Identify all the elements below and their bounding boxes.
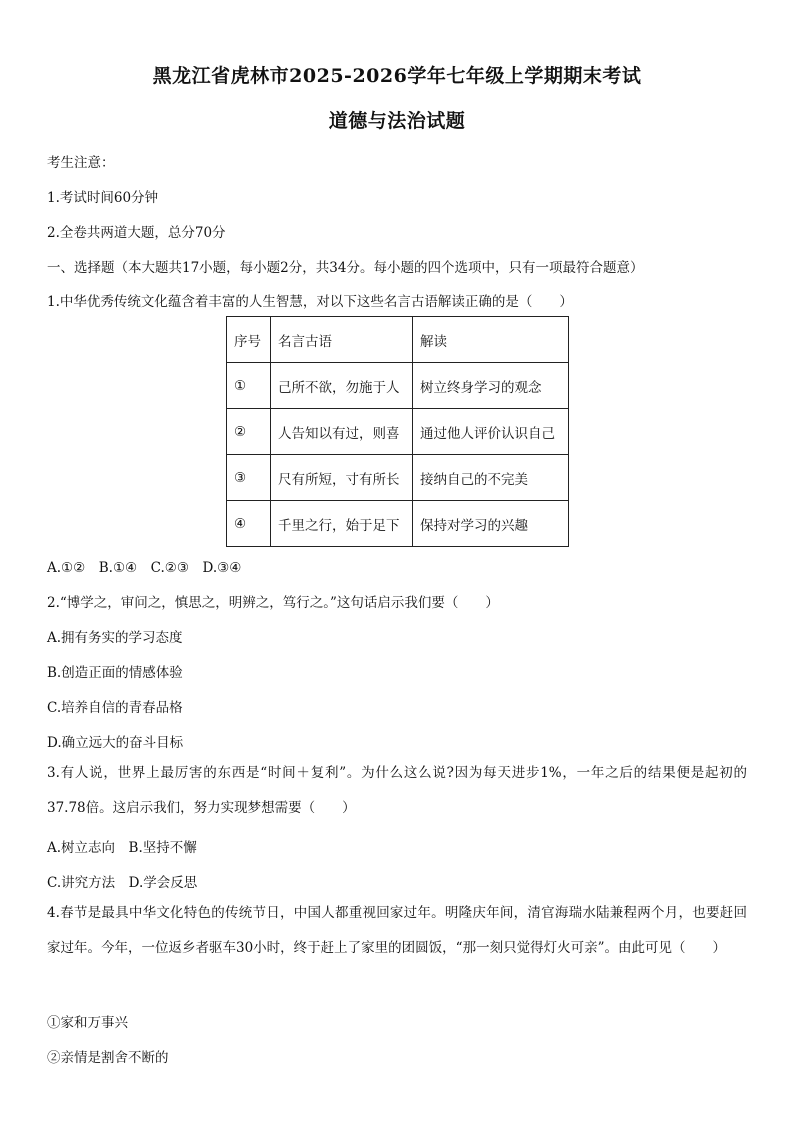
table-row bbox=[227, 501, 569, 547]
exam-title: 黑龙江省虎林市2025-2026学年七年级上学期期末考试 bbox=[152, 65, 642, 87]
proverb-table bbox=[226, 316, 569, 547]
question-2-option-b: B.创造正面的情感体验 bbox=[47, 665, 183, 681]
question-2-option-c: C.培养自信的青春品格 bbox=[47, 700, 183, 716]
notice-item-score: 2.全卷共两道大题，总分70分 bbox=[47, 225, 226, 241]
table-header-row bbox=[227, 317, 569, 363]
table-cell: ④ bbox=[227, 501, 271, 547]
table-cell: 千里之行，始于足下 bbox=[271, 501, 413, 547]
table-cell: ① bbox=[227, 363, 271, 409]
question-2-option-a: A.拥有务实的学习态度 bbox=[47, 630, 183, 646]
table-cell: 接纳自己的不完美 bbox=[413, 455, 569, 501]
table-cell: 人告知以有过，则喜 bbox=[271, 409, 413, 455]
table-header-cell: 解读 bbox=[413, 317, 569, 363]
question-4-stem: 4.春节是最具中华文化特色的传统节日，中国人都重视回家过年。明隆庆年间，清官海瑞水陆兼程两个月，也要赶回家过年。今年，一位返乡者驱车30小时，终于赶上了家里的团圆饭，“那一刻只觉得灯火可亲”。由此可见（ ） bbox=[47, 905, 747, 956]
table-cell: ② bbox=[227, 409, 271, 455]
question-3-options-cd: C.讲究方法 D.学会反思 bbox=[47, 875, 198, 891]
question-1-options: A.①② B.①④ C.②③ D.③④ bbox=[47, 560, 242, 576]
table-cell: ③ bbox=[227, 455, 271, 501]
table-cell: 尺有所短，寸有所长 bbox=[271, 455, 413, 501]
notice-heading: 考生注意： bbox=[47, 155, 115, 171]
question-1-stem: 1.中华优秀传统文化蕴含着丰富的人生智慧，对以下这些名言古语解读正确的是（ ） bbox=[47, 294, 573, 310]
table-cell: 树立终身学习的观念 bbox=[413, 363, 569, 409]
question-3-stem: 3.有人说，世界上最厉害的东西是“时间＋复利”。为什么这么说?因为每天进步1%，一年之后的结果便是起初的37.78倍。这启示我们，努力实现梦想需要（ ） bbox=[47, 765, 747, 816]
table-cell: 通过他人评价认识自己 bbox=[413, 409, 569, 455]
exam-subject-title: 道德与法治试题 bbox=[328, 110, 466, 132]
table-row bbox=[227, 363, 569, 409]
question-2-stem: 2.“博学之，审问之，慎思之，明辨之，笃行之。”这句话启示我们要（ ） bbox=[47, 595, 499, 611]
table-cell: 保持对学习的兴趣 bbox=[413, 501, 569, 547]
question-4-statement-2: ②亲情是割舍不断的 bbox=[47, 1050, 169, 1066]
question-3-options-ab: A.树立志向 B.坚持不懈 bbox=[47, 840, 197, 856]
notice-item-time: 1.考试时间60分钟 bbox=[47, 190, 159, 206]
section-heading: 一、选择题（本大题共17小题，每小题2分，共34分。每小题的四个选项中，只有一项最符合题意） bbox=[47, 260, 644, 276]
table-header-cell: 名言古语 bbox=[271, 317, 413, 363]
table-header-cell: 序号 bbox=[227, 317, 271, 363]
question-4-statement-1: ①家和万事兴 bbox=[47, 1015, 128, 1031]
question-2-option-d: D.确立远大的奋斗目标 bbox=[47, 735, 184, 751]
table-cell: 己所不欲，勿施于人 bbox=[271, 363, 413, 409]
table-row bbox=[227, 409, 569, 455]
table-row bbox=[227, 455, 569, 501]
